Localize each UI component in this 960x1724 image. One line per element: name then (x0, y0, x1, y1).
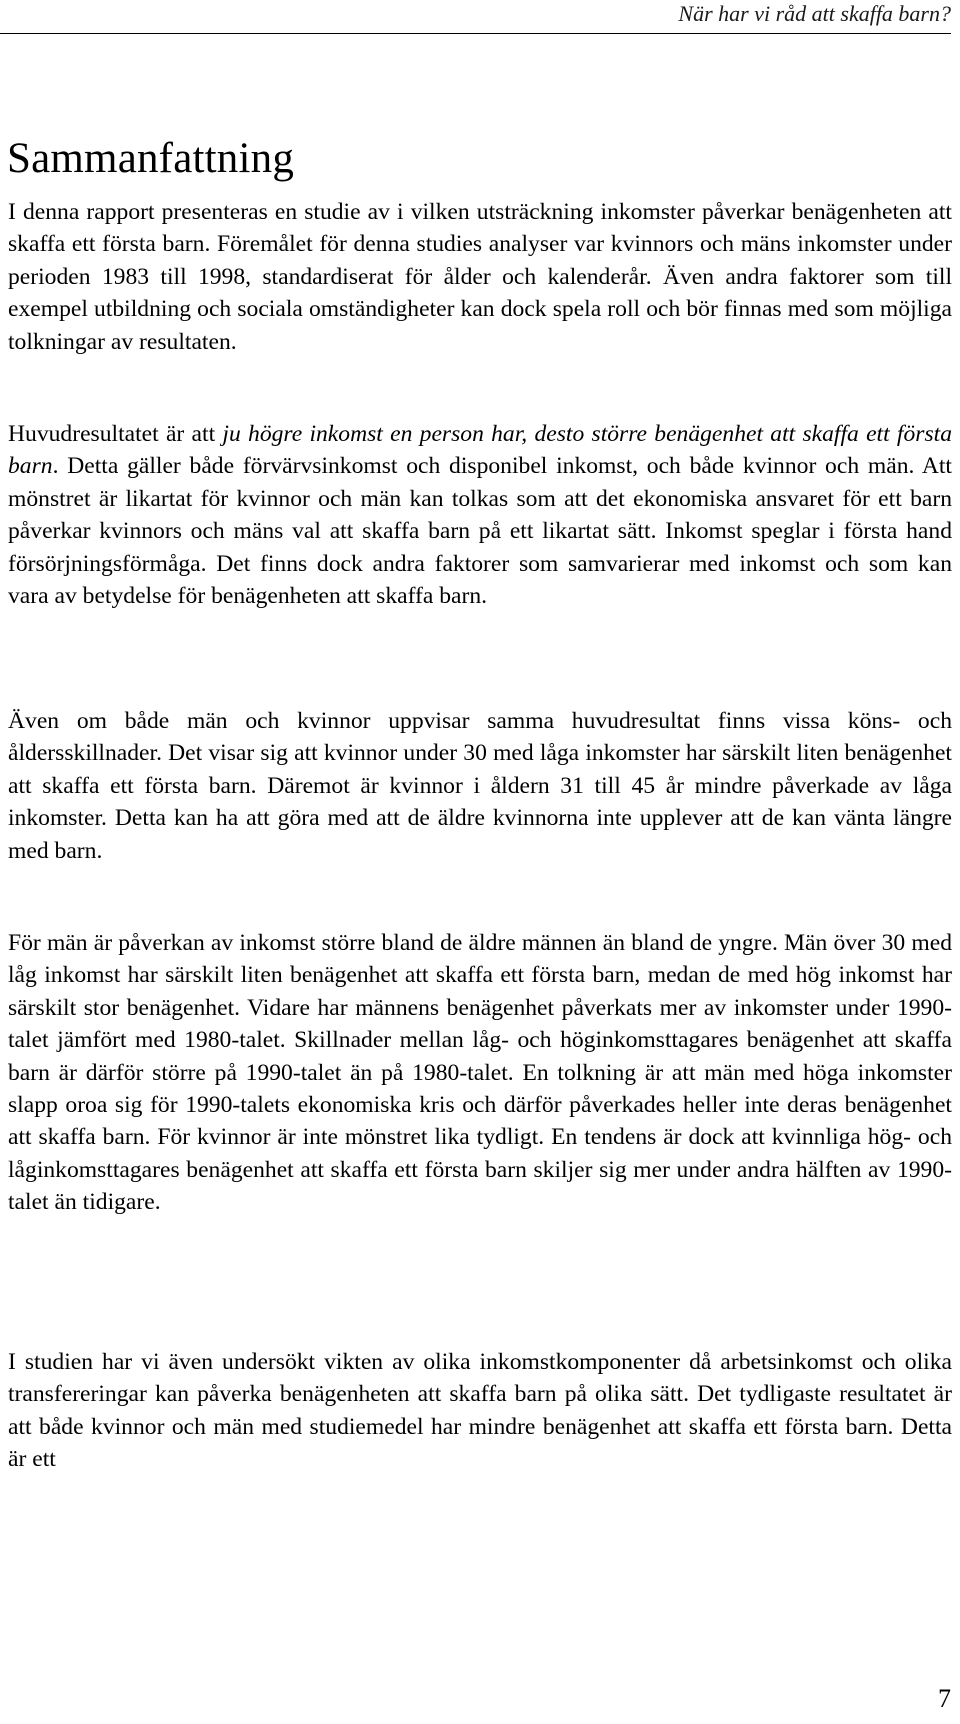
paragraph-gender-age-differences: Även om både män och kvinnor uppvisar samma huvudresultat finns vissa köns- och åldersskillnader. Det visar sig att kvinnor under 30 med låga inkomster har särskilt liten benägenhet att skaffa ett första barn. Däremot är kvinnor i åldern 31 till 45 år mindre påverkade av låga inkomster. Detta kan ha att göra med att de äldre kvinnorna inte upplever att de kan vänta längre med barn. (8, 708, 952, 864)
running-header (0, 0, 951, 34)
running-title: När har vi råd att skaffa barn? (678, 1, 951, 26)
main-result-rest: . Detta gäller både förvärvsinkomst och disponibel inkomst, och både kvinnor och män. Att mönstret är likartat för kvinnor och män kan tolkas som att det ekonomiska ansvaret för ett barn påverkar kvinnors och mäns val att skaffa barn på ett likartat sätt. Inkomst speglar i första hand försörjningsförmåga. Det finns dock andra faktorer som samvarierar med inkomst och som kan vara av betydelse för benägenheten att skaffa barn. (8, 453, 952, 610)
main-result-emphasis: ju högre inkomst en person har, desto större benägenhet att skaffa ett första barn (8, 421, 952, 480)
main-result-lead: Huvudresultatet är att (8, 421, 223, 447)
paragraph-income-components: I studien har vi även undersökt vikten av olika inkomstkomponenter då arbetsinkomst och olika transfereringar kan påverka benägenheten att skaffa barn på olika sätt. Det tydligaste resultatet är att både kvinnor och män med studiemedel har mindre benägenhet att skaffa ett första barn. Detta är ett (8, 1349, 952, 1473)
paragraph-men-income-effect: För män är påverkan av inkomst större bland de äldre männen än bland de yngre. Män över 30 med låg inkomst har särskilt liten benägenhet att skaffa ett första barn, medan de med hög inkomst har särskilt stor benägenhet. Vidare har männens benägenhet påverkats mer av inkomster under 1990-talet jämfört med 1980-talet. Skillnader mellan låg- och höginkomsttagares benägenhet att skaffa barn är därför större på 1990-talet än på 1980-talet. En tolkning är att män med höga inkomster slapp oroa sig för 1990-talets ekonomiska kris och därför påverkades heller inte deras benägenhet att skaffa barn. För kvinnor är inte mönstret lika tydligt. En tendens är dock att kvinnliga hög- och låginkomsttagares benägenhet att skaffa ett första barn skiljer sig mer under andra hälften av 1990-talet än tidigare. (8, 930, 952, 1216)
page-number: 7 (938, 1684, 951, 1713)
page-title: Sammanfattning (7, 135, 295, 182)
paragraph-intro: I denna rapport presenteras en studie av i vilken utsträckning inkomster påverkar benägenheten att skaffa ett första barn. Föremålet för denna studies analyser var kvinnors och mäns inkomster under perioden 1983 till 1998, standardiserat för ålder och kalenderår. Även andra faktorer som till exempel utbildning och sociala omständigheter kan dock spela roll och bör finnas med som möjliga tolkningar av resultaten. (8, 199, 952, 355)
paragraph-main-result (8, 418, 952, 612)
